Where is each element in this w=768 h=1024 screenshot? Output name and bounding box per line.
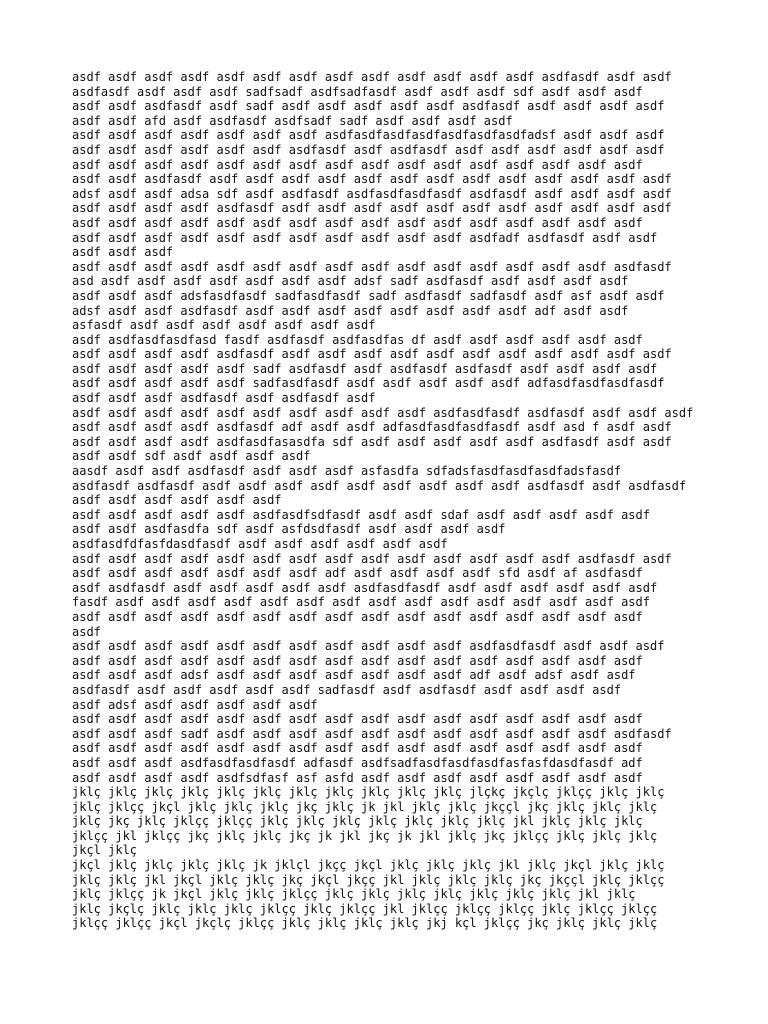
text-line: asdf asdf afd asdf asdfasdf asdfsadf sadf asdf asdf asdf asdf <box>72 113 513 128</box>
text-line: asdfasdf asdf asdf asdf asdf asdf sadfasdf asdf asdfasdf asdf asdf asdf asdf <box>72 682 622 697</box>
text-line: asdf asdf asdf asdf asdf asdf asdf asdf asdf asdf asdf asdf asdf asdf asdf asdf <box>72 215 643 230</box>
text-line: asdf asdf asdf asdf asdf asdf asdfasdf asdf asdfasdf asdf asdf asdf asdf asdf asdf <box>72 142 665 157</box>
text-line: asdf asdf asdf sadf asdf asdf asdf asdf asdf asdf asdf asdf asdf asdf asdf asdfasdf <box>72 726 672 741</box>
text-line: asdf adsf asdf asdf asdf asdf asdf <box>72 697 318 712</box>
text-line: jkçl jklç <box>72 843 138 858</box>
text-line: jklçç jkl jklçç jkç jklç jklç jkç jk jkl jkç jk jkl jklç jkç jklçç jklç jklç jklç <box>72 828 658 843</box>
text-line: asdf asdf asdf asdf asdf asdf asdf asdfasdfasdfasdfasdfasdfasdfadsf asdf asdf asdf <box>72 128 665 143</box>
text-line: asdf asdf asdf asdf asdf asdf asdf asdf asdf asdf asdf asdfasdfasdf asdf asdf asdf <box>72 639 665 654</box>
text-line: asdf asdf asdf asdf asdf asdfasdfsdfasdf asdf asdf sdaf asdf asdf asdf asdf asdf <box>72 507 650 522</box>
text-line: asdf asdf asdf <box>72 245 174 260</box>
text-line: asdf asdf asdf asdf asdf asdf <box>72 493 282 508</box>
text-line: asdf <box>72 624 101 639</box>
text-line: asdf asdf asdfasdf asdf sadf asdf asdf asdf asdf asdf asdfasdf asdf asdf asdf asdf <box>72 99 665 114</box>
text-line: jklç jklçç jk jkçl jklç jklç jklçç jklç jklç jklç jklç jklç jklç jklç jkl jklç <box>72 887 636 902</box>
text-line: jklç jkçlç jklç jklç jklç jklçç jklç jklçç jkl jklçç jklçç jklçç jklç jklçç jklçç <box>72 901 658 916</box>
text-line: asdf asdf asdf asdf asdf asdf asdf asdf asdf asdf asdf asdfadf asdfasdf asdf asdf <box>72 230 658 245</box>
text-line: jklçç jklçç jkçl jkçlç jklçç jklç jklç jklç jklç jkj kçl jklçç jkç jklç jklç jklç <box>72 916 658 931</box>
text-line: asdf asdf asdf asdf asdf asdf asdf asdf asdf asdf asdf asdf asdf asdf asdf asdf <box>72 653 643 668</box>
text-line: asdf asdf asdf asdf asdf asdf asdf asdf asdf asdf asdf asdf asdf asdf asdfasdf asdf <box>72 551 672 566</box>
text-line: jklç jklç jkl jkçl jklç jklç jkç jkçl jkçç jkl jklç jklç jklç jkç jkççl jklç jklçç <box>72 872 665 887</box>
text-line: jkçl jklç jklç jklç jklç jk jklçl jkçç jkçl jklç jklç jklç jkl jklç jkçl jklç jklç <box>72 858 665 873</box>
text-line: asdf asdf asdf asdf asdf asdf asdf asdf asdf asdf asdf asdf asdf asdf asdf asdf <box>72 712 643 727</box>
text-line: asdf asdf asdf adsf asdf asdf asdf asdf asdf asdf asdf adf asdf adsf asdf asdf <box>72 668 636 683</box>
text-line: asdf asdf asdf asdf asdf asdf asdf asdf asdf asdf asdf asdf asdf asdf asdf asdf <box>72 741 643 756</box>
text-line: jklç jkç jklç jklçç jklçç jklç jklç jklç jklç jklç jklç jklç jkl jklç jklç jklç <box>72 814 643 829</box>
text-line: asdf asdf asdf asdf asdfasdf adf asdf asdf adfasdfasdfasdfasdf asdf asd f asdf asdf <box>72 420 672 435</box>
text-line: asd asdf asdf asdf asdf asdf asdf asdf adsf sadf asdfasdf asdf asdf asdf asdf <box>72 274 629 289</box>
text-line: asdf asdf asdf asdf asdfasdf asdf asdf asdf asdf asdf asdf asdf asdf asdf asdf asdf <box>72 201 672 216</box>
text-line: asdf asdf asdf asdf asdfsdfasf asf asfd asdf asdf asdf asdf asdf asdf asdf asdf <box>72 770 643 785</box>
text-line: asdf asdf asdf asdf asdf asdf asdf asdf asdf asdf asdf asdf asdf asdf asdf asdf <box>72 157 643 172</box>
text-line: adsf asdf asdf asdfasdf asdf asdf asdf asdf asdf asdf asdf asdf adf asdf asdf <box>72 303 629 318</box>
text-line: adsf asdf asdf adsa sdf asdf asdfasdf asdfasdfasdfasdf asdfasdf asdf asdf asdf asdf <box>72 186 672 201</box>
text-line: asdf asdf asdf asdfasdf asdf asdfasdf asdf <box>72 391 376 406</box>
text-line: asdf asdf asdf asdf asdf asdf asdf asdf asdf asdf asdf asdf asdf asdfasdf asdf asdf <box>72 70 672 84</box>
text-line: asdf asdf asdfasdf asdf asdf asdf asdf asdf asdf asdf asdf asdf asdf asdf asdf asdf <box>72 172 672 187</box>
text-line: asdf asdf asdf adsfasdfasdf sadfasdfasdf sadf asdfasdf sadfasdf asdf asf asdf asdf <box>72 288 665 303</box>
text-line: asdf asdf asdf asdf asdf asdf asdf adf asdf asdf asdf asdf sfd asdf af asdfasdf <box>72 566 643 581</box>
text-line: asdf asdf asdf asdf asdfasdfasasdfa sdf asdf asdf asdf asdf asdf asdfasdf asdf asdf <box>72 434 672 449</box>
text-line: asdf asdf asdf asdf asdf asdf asdf asdf asdf asdf asdf asdf asdf asdf asdf asdf <box>72 609 643 624</box>
text-line: jklç jklçç jkçl jklç jklç jklç jkç jklç jk jkl jklç jklç jkççl jkç jklç jklç jklç <box>72 799 658 814</box>
text-line: asdf asdfasdf asdf asdf asdf asdf asdf asdfasdfasdf asdf asdf asdf asdf asdf asdf <box>72 580 658 595</box>
text-line: asdf asdf asdf asdf asdf sadf asdfasdf asdf asdfasdf asdfasdf asdf asdf asdf asdf <box>72 361 658 376</box>
text-line: asdf asdf asdf asdf asdf asdf asdf asdf asdf asdf asdf asdf asdf asdf asdf asdfasdf <box>72 259 672 274</box>
text-line: asdfasdf asdf asdf asdf sadfsadf asdfsadfasdf asdf asdf asdf sdf asdf asdf asdf <box>72 84 643 99</box>
text-line: asdf asdf asdf asdf asdf asdf asdf asdf asdf asdf asdfasdfasdf asdfasdf asdf asdf asdf <box>72 405 694 420</box>
text-line: asdf asdf sdf asdf asdf asdf asdf <box>72 449 311 464</box>
text-line: asdf asdfasdfasdfasd fasdf asdfasdf asdfasdfas df asdf asdf asdf asdf asdf asdf <box>72 332 643 347</box>
text-line: jklç jklç jklç jklç jklç jklç jklç jklç jklç jklç jklç jlçkç jkçlç jklçç jklç jklç <box>72 785 665 800</box>
text-line: asdf asdf asdf asdfasdfasdfasdf adfasdf asdfsadfasdfasdfasdfasfasfdasdfasdf adf <box>72 755 643 770</box>
text-line: asdfasdfdfasfdasdfasdf asdf asdf asdf asdf asdf asdf <box>72 537 448 551</box>
document-page <box>72 70 712 931</box>
text-line: asdf asdf asdfasdfa sdf asdf asfdsdfasdf asdf asdf asdf asdf <box>72 522 506 537</box>
text-line: aasdf asdf asdf asdfasdf asdf asdf asdf asfasdfa sdfadsfasdfasdfasdfadsfasdf <box>72 464 622 479</box>
text-line: asfasdf asdf asdf asdf asdf asdf asdf asdf <box>72 318 376 333</box>
text-line: asdfasdf asdfasdf asdf asdf asdf asdf asdf asdf asdf asdf asdf asdfasdf asdf asdfasdf <box>72 478 687 493</box>
text-line: fasdf asdf asdf asdf asdf asdf asdf asdf asdf asdf asdf asdf asdf asdf asdf asdf <box>72 595 650 610</box>
text-line: asdf asdf asdf asdf asdfasdf asdf asdf asdf asdf asdf asdf asdf asdf asdf asdf asdf <box>72 347 672 362</box>
text-line: asdf asdf asdf asdf asdf sadfasdfasdf asdf asdf asdf asdf asdf adfasdfasdfasdfasdf <box>72 376 665 391</box>
